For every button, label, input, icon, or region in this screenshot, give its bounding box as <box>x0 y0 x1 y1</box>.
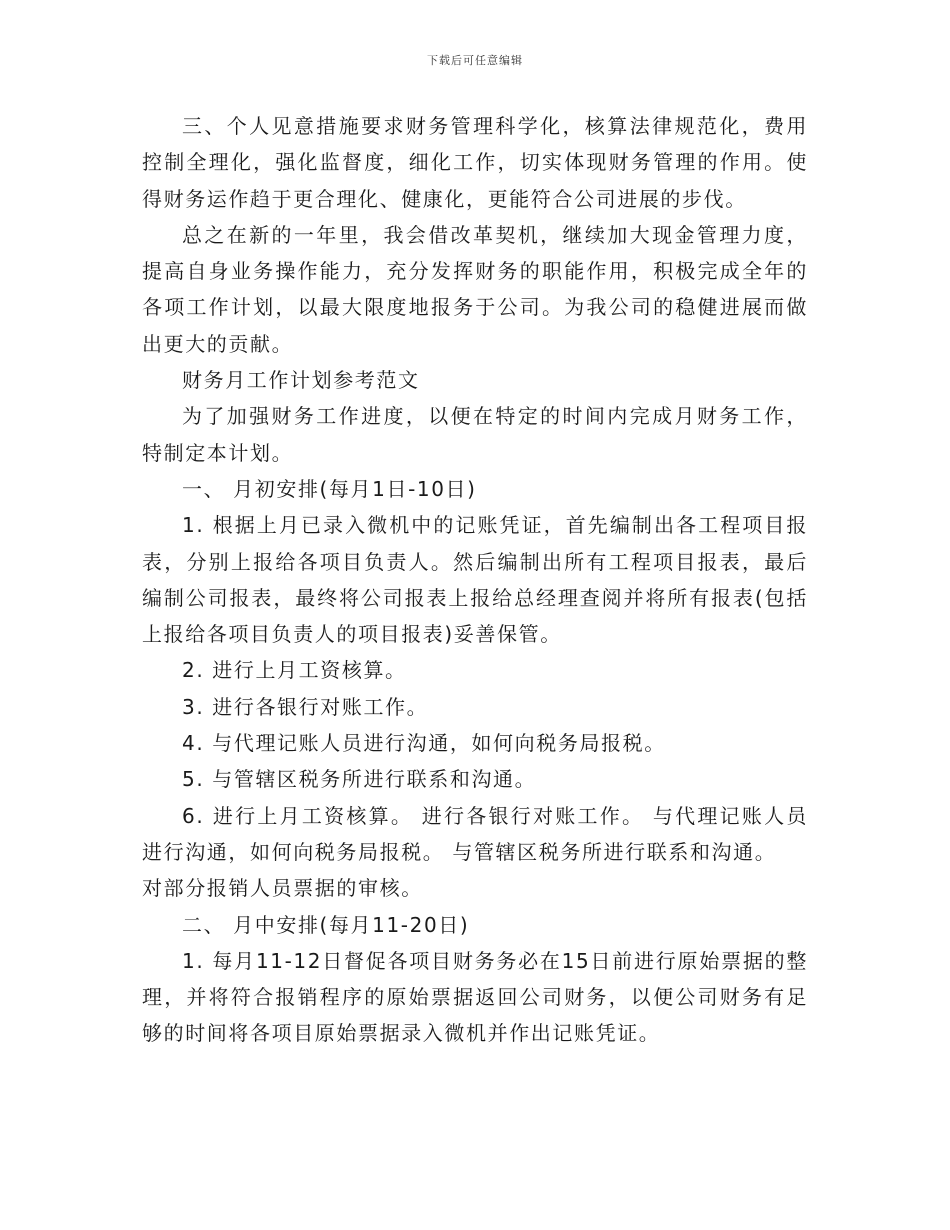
list-item-6: 6. 进行上月工资核算。 进行各银行对账工作。 与代理记账人员进行沟通，如何向税务局报税。 与管辖区税务所进行联系和沟通。 <box>142 803 808 864</box>
document-body <box>142 108 808 1052</box>
heading-month-start: 一、 月初安排(每月1日-10日) <box>182 476 477 501</box>
paragraph-intro: 为了加强财务工作进度，以便在特定的时间内完成月财务工作，特制定本计划。 <box>142 404 808 465</box>
list-item-mid-1: 1. 每月11-12日督促各项目财务务必在15日前进行原始票据的整理，并将符合报销程序的原始票据返回公司财务，以便公司财务有足够的时间将各项目原始票据录入微机并作出记账凭证。 <box>142 948 808 1046</box>
paragraph-conclusion: 总之在新的一年里，我会借改革契机，继续加大现金管理力度，提高自身业务操作能力，充分发挥财务的职能作用，积极完成全年的各项工作计划，以最大限度地报务于公司。为我公司的稳健进展而做出更大的贡献。 <box>142 222 808 356</box>
heading-month-middle: 二、 月中安排(每月11-20日) <box>182 912 470 937</box>
paragraph-measures: 三、个人见意措施要求财务管理科学化，核算法律规范化，费用控制全理化，强化监督度，细化工作，切实体现财务管理的作用。使得财务运作趋于更合理化、健康化，更能符合公司进展的步伐。 <box>142 114 808 211</box>
list-item-2: 2. 进行上月工资核算。 <box>182 658 407 683</box>
list-item-6-continued: 对部分报销人员票据的审核。 <box>142 876 423 901</box>
list-item-5: 5. 与管辖区税务所进行联系和沟通。 <box>182 767 537 792</box>
list-item-4: 4. 与代理记账人员进行沟通，如何向税务局报税。 <box>182 731 666 756</box>
page-header: 下载后可任意编辑 <box>427 54 523 67</box>
list-item-3: 3. 进行各银行对账工作。 <box>182 694 429 719</box>
list-item-1: 1. 根据上月已录入微机中的记账凭证，首先编制出各工程项目报表，分别上报给各项目负责人。然后编制出所有工程项目报表，最后编制公司报表，最终将公司报表上报给总经理查阅并将所有报表(包括上报给各项目负责人的项目报表)妥善保管。 <box>142 513 808 647</box>
section-title: 财务月工作计划参考范文 <box>182 368 420 393</box>
